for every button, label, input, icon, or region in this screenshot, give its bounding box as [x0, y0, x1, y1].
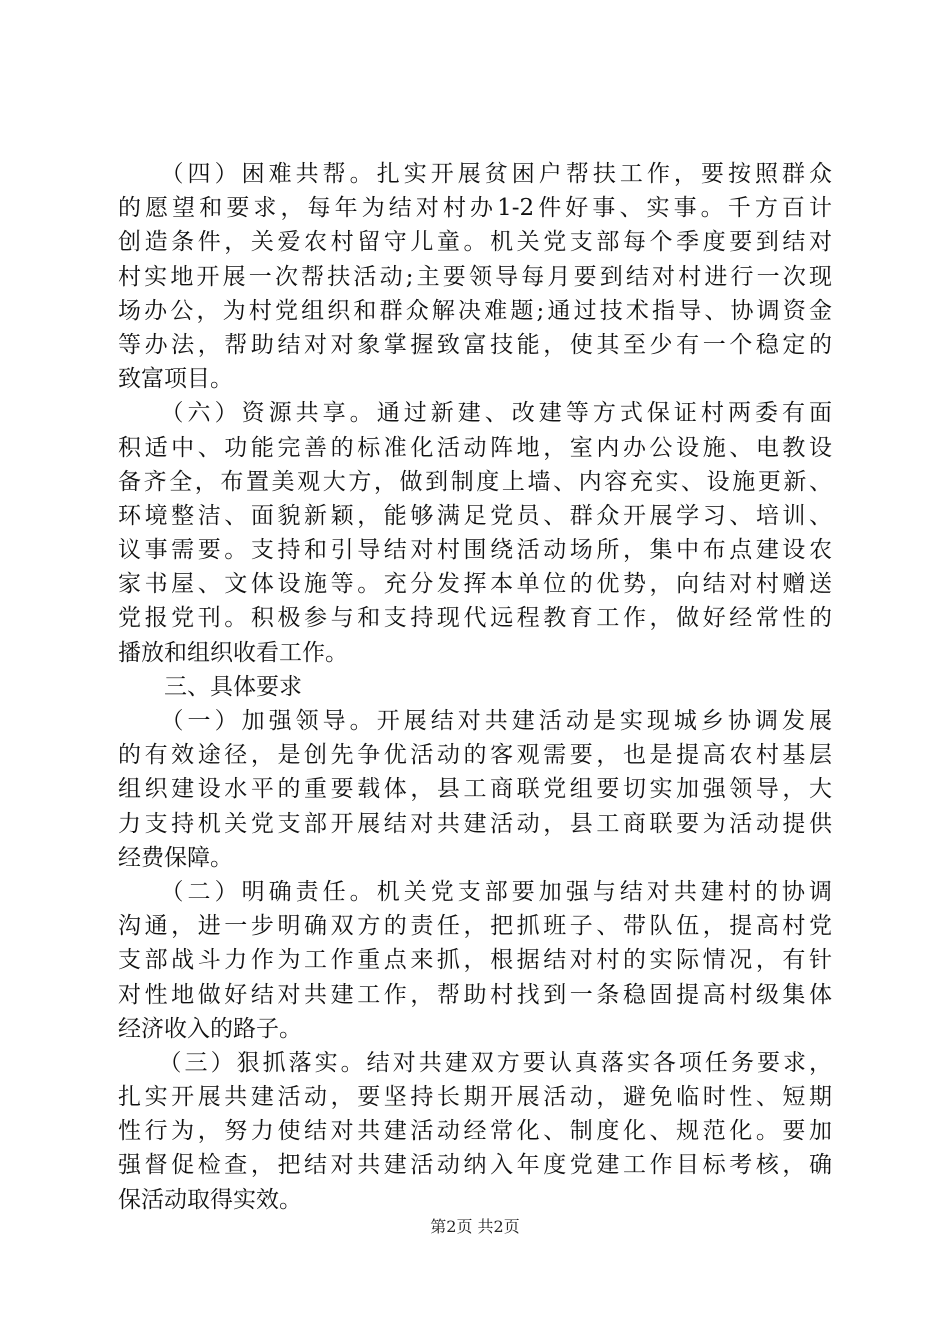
- text-line: 沟通，进一步明确双方的责任，把抓班子、带队伍，提高村党: [118, 913, 832, 940]
- text-line: 议事需要。支持和引导结对村围绕活动场所，集中布点建设农: [118, 537, 832, 564]
- document-body: [118, 157, 832, 1217]
- text-line: 创造条件，关爱农村留守儿童。机关党支部每个季度要到结对: [118, 229, 832, 256]
- text-line: 的有效途径，是创先争优活动的客观需要，也是提高农村基层: [118, 742, 832, 769]
- text-line: 村实地开展一次帮扶活动;主要领导每月要到结对村进行一次现: [118, 263, 832, 290]
- text-line: 的愿望和要求，每年为结对村办1-2件好事、实事。千方百计: [118, 195, 832, 222]
- text-line: （二）明确责任。机关党支部要加强与结对共建村的协调: [118, 878, 832, 905]
- text-line: 支部战斗力作为工作重点来抓，根据结对村的实际情况，有针: [118, 947, 832, 974]
- text-line: （六）资源共享。通过新建、改建等方式保证村两委有面: [118, 400, 832, 427]
- paragraph: [118, 875, 832, 1046]
- text-line: 扎实开展共建活动，要坚持长期开展活动，避免临时性、短期: [118, 1084, 832, 1111]
- paragraph: [118, 670, 832, 704]
- paragraph: [118, 1046, 832, 1217]
- text-line: （四）困难共帮。扎实开展贫困户帮扶工作，要按照群众: [118, 161, 832, 187]
- text-line: 经费保障。: [118, 844, 233, 871]
- text-line: 播放和组织收看工作。: [118, 639, 348, 666]
- paragraph: [118, 704, 832, 875]
- text-line: 保活动取得实效。: [118, 1186, 302, 1213]
- text-line: 积适中、功能完善的标准化活动阵地，室内办公设施、电教设: [118, 434, 832, 461]
- text-line: 环境整洁、面貌新颖，能够满足党员、群众开展学习、培训、: [118, 502, 832, 529]
- paragraph: [118, 396, 832, 670]
- text-line: 致富项目。: [118, 366, 233, 393]
- text-line: 强督促检查，把结对共建活动纳入年度党建工作目标考核，确: [118, 1152, 832, 1179]
- text-line: （一）加强领导。开展结对共建活动是实现城乡协调发展: [118, 708, 832, 734]
- text-line: 等办法，帮助结对对象掌握致富技能，使其至少有一个稳定的: [118, 331, 832, 358]
- text-line: 家书屋、文体设施等。充分发挥本单位的优势，向结对村赠送: [118, 571, 832, 598]
- page-footer: 第2页 共2页: [430, 1217, 520, 1236]
- text-line: 经济收入的路子。: [118, 1015, 302, 1042]
- text-line: 对性地做好结对共建工作，帮助村找到一条稳固提高村级集体: [118, 981, 832, 1008]
- text-line: 场办公，为村党组织和群众解决难题;通过技术指导、协调资金: [118, 297, 832, 324]
- text-line: 性行为，努力使结对共建活动经常化、制度化、规范化。要加: [118, 1118, 832, 1145]
- text-line: （三）狠抓落实。结对共建双方要认真落实各项任务要求，: [118, 1049, 832, 1076]
- text-line: 组织建设水平的重要载体，县工商联党组要切实加强领导，大: [118, 776, 832, 803]
- text-line: 备齐全，布置美观大方，做到制度上墙、内容充实、设施更新、: [118, 468, 832, 495]
- text-line: 力支持机关党支部开展结对共建活动，县工商联要为活动提供: [118, 810, 832, 837]
- text-line: 三、具体要求: [118, 673, 302, 700]
- paragraph: [118, 157, 832, 396]
- text-line: 党报党刊。积极参与和支持现代远程教育工作，做好经常性的: [118, 605, 832, 632]
